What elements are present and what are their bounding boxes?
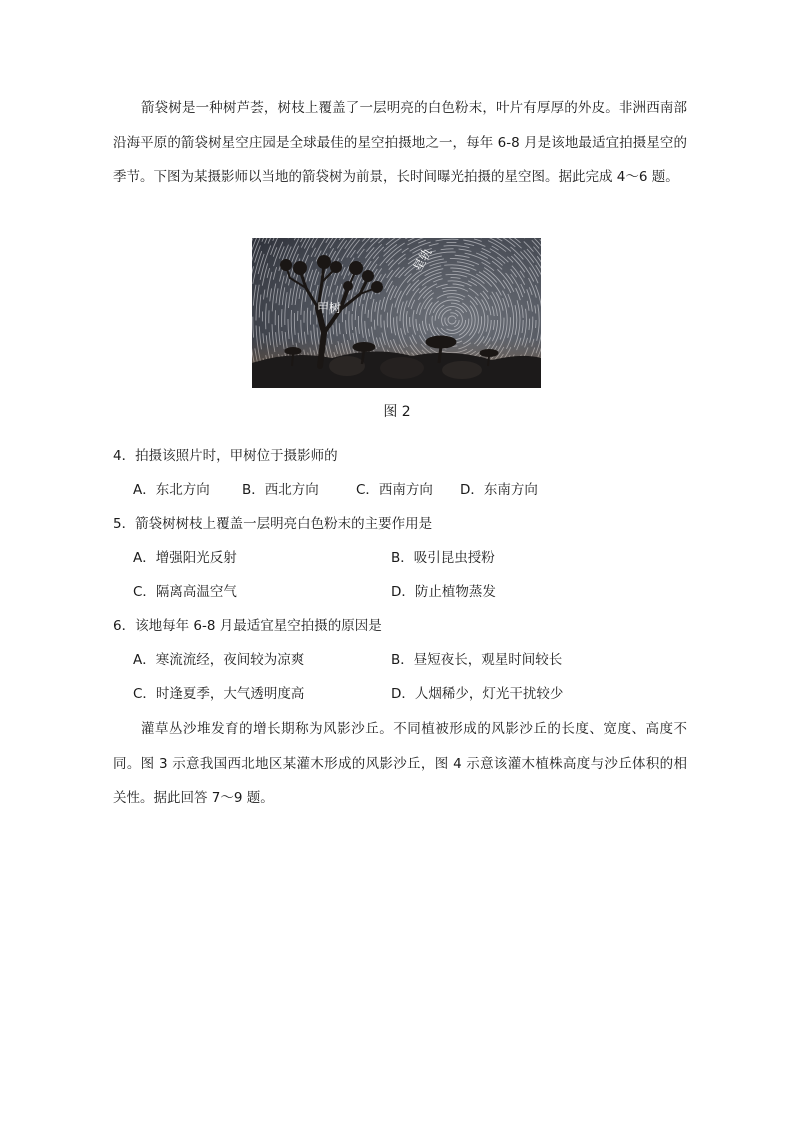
question-5-stem: 5．箭袋树树枝上覆盖一层明亮白色粉末的主要作用是 [113,516,433,532]
q4-option-a[interactable]: A．东北方向 [133,482,210,498]
star-trail-image [252,238,541,388]
intro-paragraph-1: 箭袋树是一种树芦荟，树枝上覆盖了一层明亮的白色粉末，叶片有厚厚的外皮。非洲西南部沿海平原的箭袋树星空庄园是全球最佳的星空拍摄地之一，每年 6-8 月是该地最适宜拍摄星空的季节。下图为某摄影师以当地的箭袋树为前景，长时间曝光拍摄的星空图。据此完成 4～6 题。 [113,100,687,185]
label-star-trail: 星轨 [410,245,435,274]
intro-paragraph-2: 灌草丛沙堆发育的增长期称为风影沙丘。不同植被形成的风影沙丘的长度、宽度、高度不同。图 3 示意我国西北地区某灌木形成的风影沙丘，图 4 示意该灌木植株高度与沙丘体积的相关性。据此回答 7～9 题。 [113,721,687,806]
star-trail-photo [252,238,541,388]
q5-option-a[interactable]: A．增强阳光反射 [133,550,237,566]
q6-option-c[interactable]: C．时逢夏季，大气透明度高 [133,686,305,702]
question-6-stem: 6．该地每年 6-8 月最适宜星空拍摄的原因是 [113,618,382,634]
q4-option-d[interactable]: D．东南方向 [460,482,538,498]
q6-option-b[interactable]: B．昼短夜长，观星时间较长 [391,652,563,668]
q5-option-b[interactable]: B．吸引昆虫授粉 [391,550,495,566]
q5-option-c[interactable]: C．隔离高温空气 [133,584,237,600]
q4-option-b[interactable]: B．西北方向 [242,482,319,498]
question-4-stem: 4．拍摄该照片时，甲树位于摄影师的 [113,448,338,464]
figure-2-caption: 图 2 [383,404,411,420]
q5-option-d[interactable]: D．防止植物蒸发 [391,584,496,600]
q4-option-c[interactable]: C．西南方向 [356,482,433,498]
q6-option-a[interactable]: A．寒流流经，夜间较为凉爽 [133,652,305,668]
q6-option-d[interactable]: D．人烟稀少，灯光干扰较少 [391,686,564,702]
label-jia-tree: 甲树 [317,301,342,315]
